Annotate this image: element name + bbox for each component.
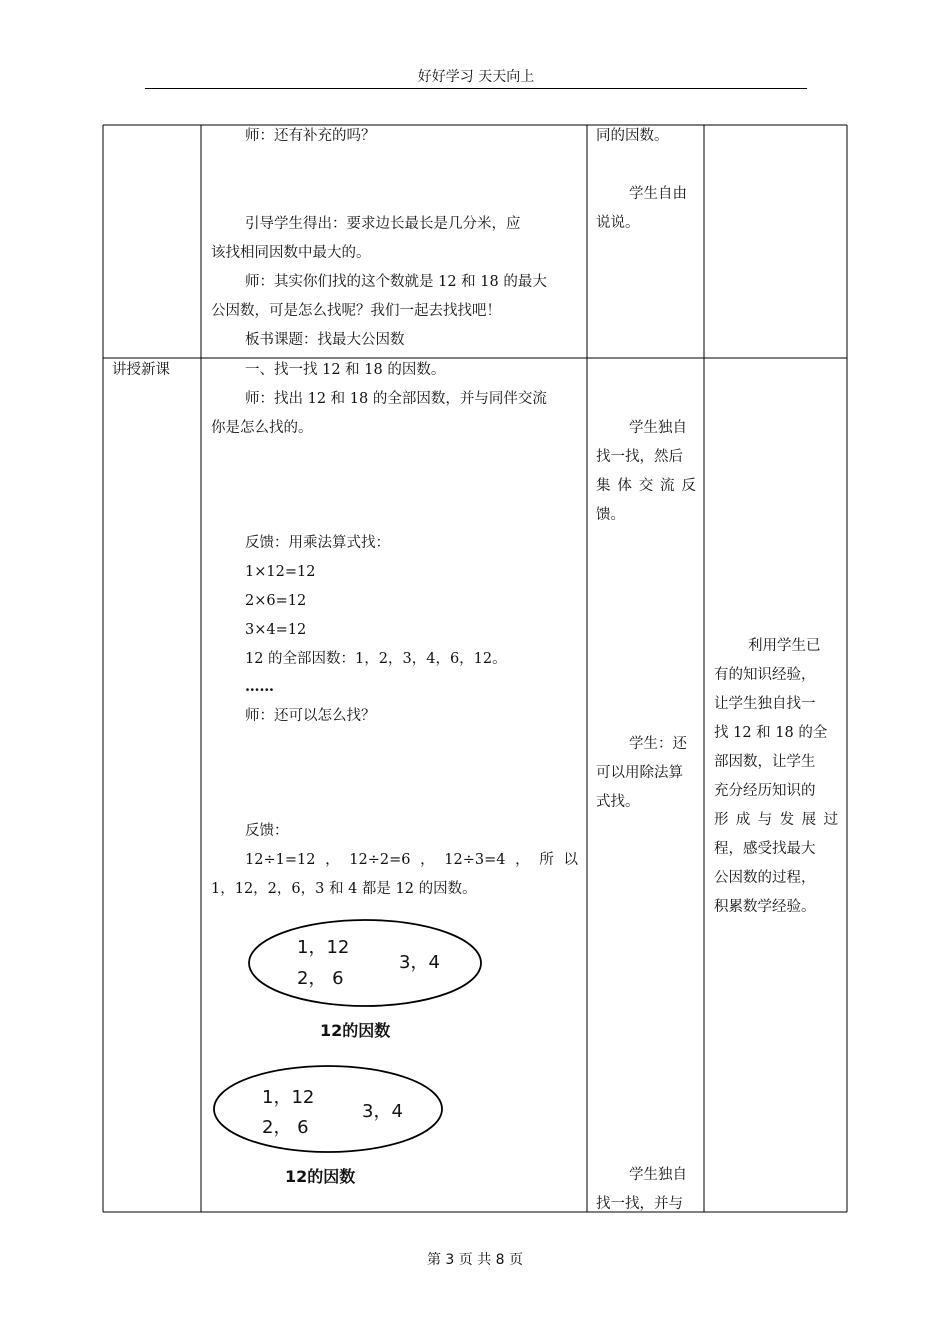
equation: 12÷2=6: [349, 852, 411, 868]
separator: ，: [420, 852, 435, 868]
student-line: 找一找，然后: [596, 449, 683, 465]
division-equations-line: [245, 846, 578, 875]
teacher-line: 该找相同因数中最大的。: [211, 245, 371, 261]
intent-line: 形 成 与 发 展 过: [714, 812, 838, 828]
student-line: 学生独自: [629, 1167, 687, 1183]
teacher-line: 一、找一找 12 和 18 的因数。: [245, 362, 446, 378]
equation: 12÷1=12: [245, 852, 316, 868]
intent-line: 部因数，让学生: [714, 754, 816, 770]
teacher-line: 12 的全部因数：1，2，3，4，6，12。: [245, 651, 507, 667]
ellipse-text-right: 3，4: [362, 1101, 403, 1122]
equation-line: 2×6=12: [245, 593, 307, 609]
ellipse-text-right: 3，4: [399, 952, 440, 973]
page-header: 好好学习 天天向上: [417, 69, 535, 85]
page-footer: 第 3 页 共 8 页: [426, 1252, 524, 1268]
intent-line: 让学生独自找一: [714, 696, 816, 712]
teacher-line: 1，12，2，6，3 和 4 都是 12 的因数。: [211, 881, 477, 897]
student-line: 式找。: [596, 794, 640, 810]
teacher-line: 师：还有补充的吗？: [245, 128, 376, 144]
ellipsis-line: ……: [245, 678, 274, 695]
student-line: 可以用除法算: [596, 765, 683, 781]
section-label: 讲授新课: [112, 362, 170, 378]
student-line: 同的因数。: [596, 128, 669, 144]
ellipse-caption: 12的因数: [285, 1167, 356, 1186]
ellipse-caption: 12的因数: [320, 1021, 391, 1040]
equation-line: 1×12=12: [245, 564, 316, 580]
teacher-line: 引导学生得出：要求边长最长是几分米，应: [245, 216, 521, 232]
student-line: 馈。: [596, 507, 625, 523]
equation-line: 3×4=12: [245, 622, 307, 638]
intent-line: 公因数的过程，: [714, 870, 816, 886]
equation: 12÷3=4: [444, 852, 506, 868]
ellipse-text-left-top: 1，12: [297, 937, 350, 958]
student-line: 集 体 交 流 反: [596, 478, 696, 494]
teacher-line: 反馈：: [245, 823, 289, 839]
separator: ，: [515, 852, 530, 868]
header-rule: [145, 88, 807, 89]
student-line: 学生：还: [629, 736, 687, 752]
teacher-line: 公因数，可是怎么找呢？我们一起去找找吧！: [211, 303, 501, 319]
student-line: 学生独自: [629, 420, 687, 436]
teacher-line: 师：还可以怎么找？: [245, 708, 376, 724]
word: 以: [563, 852, 578, 868]
intent-line: 程，感受找最大: [714, 841, 816, 857]
student-line: 学生自由: [629, 186, 687, 202]
intent-line: 有的知识经验，: [714, 667, 816, 683]
intent-line: 找 12 和 18 的全: [714, 725, 828, 741]
ellipse-text-left-bottom: 2， 6: [297, 968, 344, 989]
teacher-line: 师：找出 12 和 18 的全部因数，并与同伴交流: [245, 391, 547, 407]
student-line: 说说。: [596, 215, 640, 231]
student-line: 找一找，并与: [596, 1196, 683, 1212]
teacher-line: 板书课题：找最大公因数: [245, 332, 405, 348]
ellipse-text-left-top: 1，12: [262, 1087, 315, 1108]
factor-set-ellipse: [212, 1064, 446, 1156]
separator: ，: [325, 852, 340, 868]
intent-line: 积累数学经验。: [714, 899, 816, 915]
ellipse-text-left-bottom: 2， 6: [262, 1117, 309, 1138]
intent-line: 利用学生已: [748, 638, 821, 654]
factor-set-ellipse: [247, 918, 485, 1010]
intent-line: 充分经历知识的: [714, 783, 816, 799]
teacher-line: 师：其实你们找的这个数就是 12 和 18 的最大: [245, 274, 547, 290]
teacher-line: 反馈：用乘法算式找：: [245, 535, 390, 551]
word: 所: [539, 852, 554, 868]
teacher-line: 你是怎么找的。: [211, 420, 313, 436]
